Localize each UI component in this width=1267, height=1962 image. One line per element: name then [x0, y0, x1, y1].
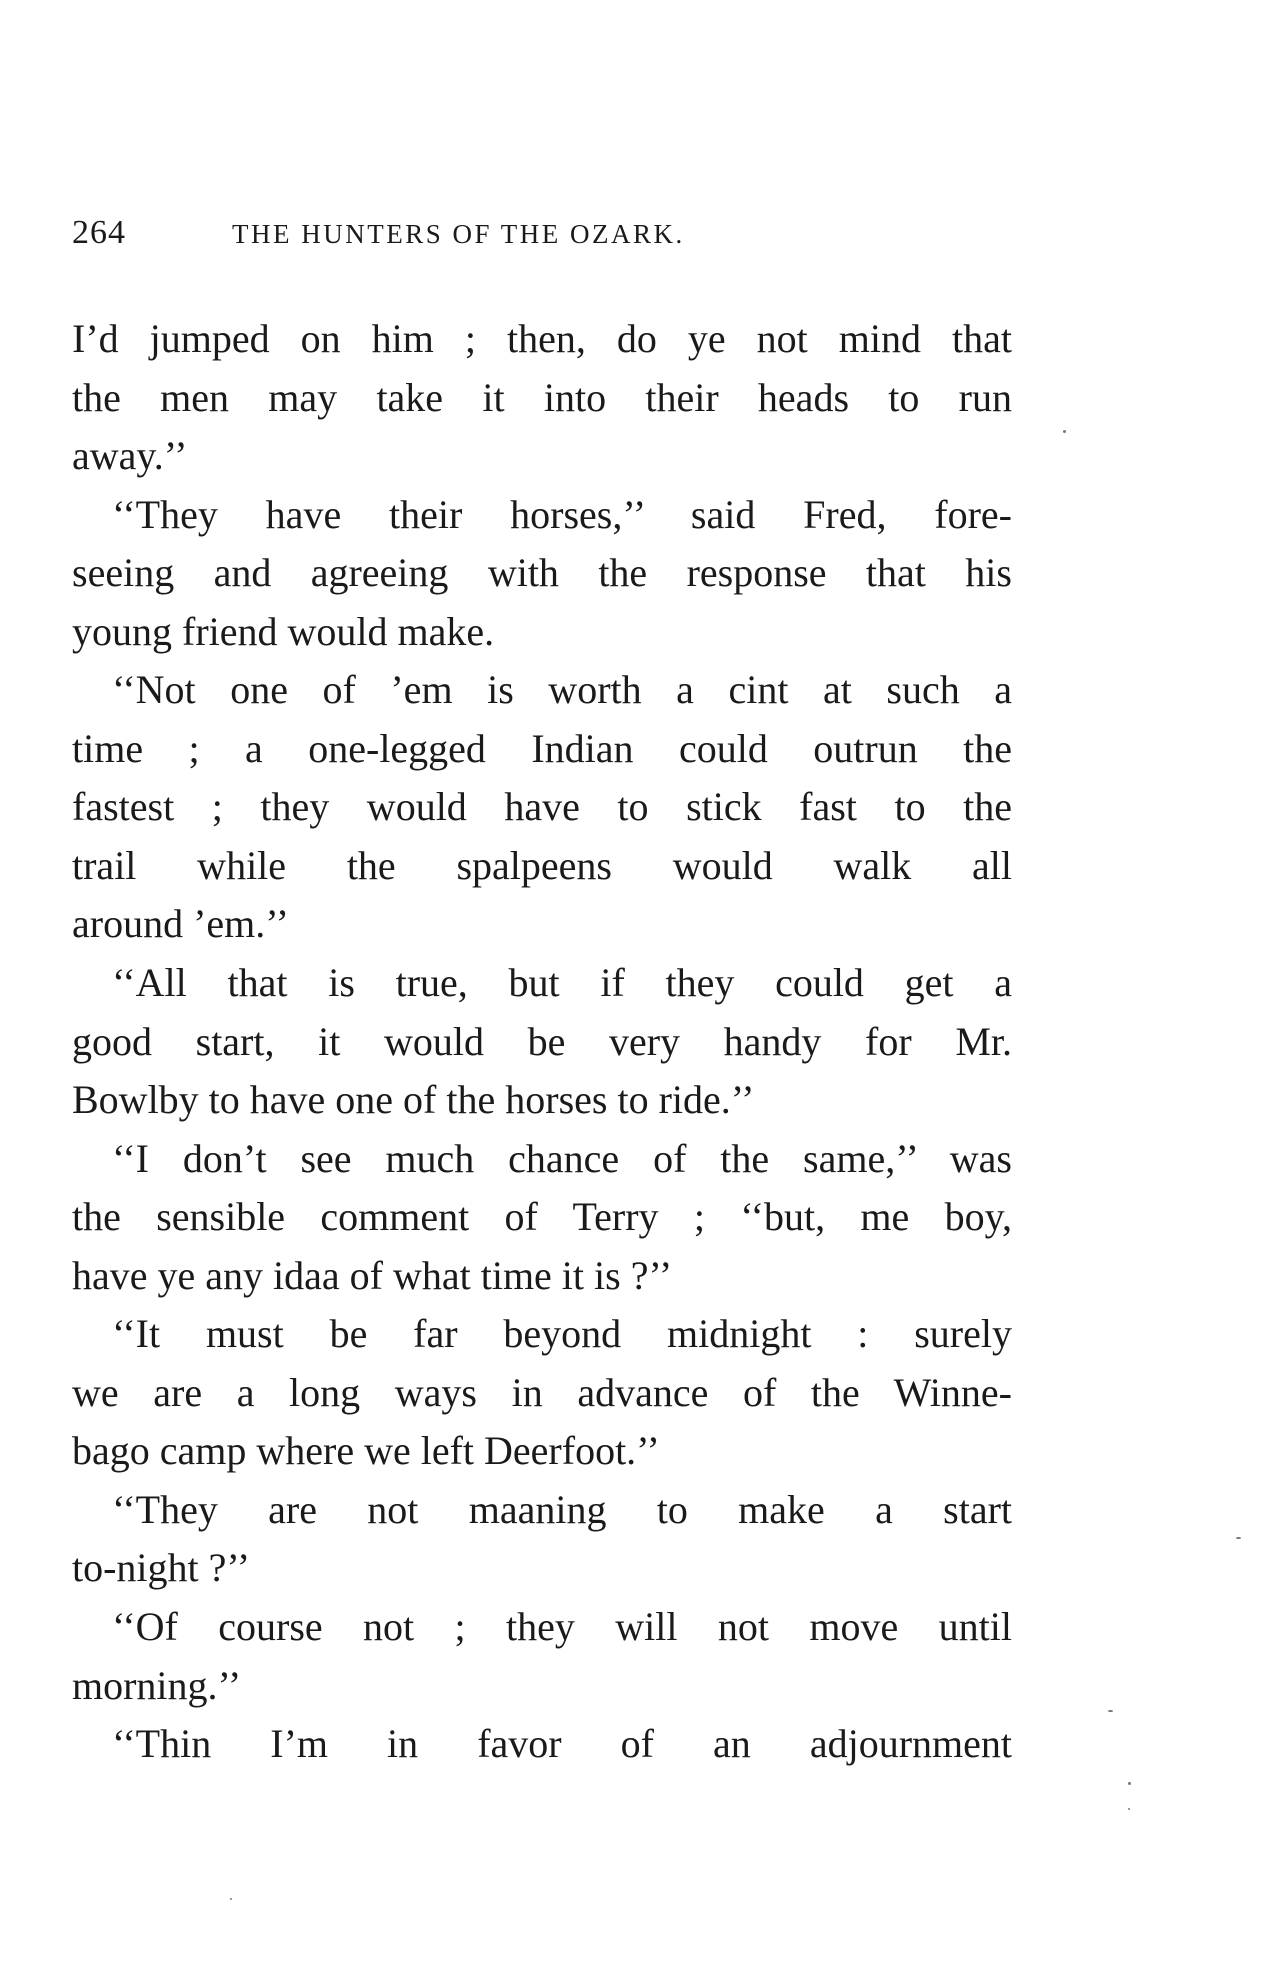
text-line: seeing and agreeing with the response that his [72, 550, 1012, 596]
text-line: the sensible comment of Terry ; ‘‘but, me boy, [72, 1194, 1012, 1240]
text-line: to-night ?’’ [72, 1545, 251, 1591]
paper-speck [1128, 1808, 1130, 1810]
text-line: young friend would make. [72, 608, 495, 654]
text-line: ‘‘Thin I’m in favor of an adjournment [112, 1721, 1012, 1767]
body-text [72, 310, 1012, 1774]
running-head: THE HUNTERS OF THE OZARK. [232, 219, 685, 249]
text-line: good start, it would be very handy for Mr. [72, 1018, 1012, 1064]
text-line: ‘‘I don’t see much chance of the same,’’ was [112, 1135, 1012, 1181]
text-line: morning.’’ [72, 1662, 242, 1708]
text-line: ‘‘They have their horses,’’ said Fred, fore- [112, 491, 1012, 537]
paper-speck [1063, 430, 1066, 433]
paper-speck [1236, 1537, 1241, 1539]
text-line: the men may take it into their heads to run [72, 374, 1012, 420]
text-line: bago camp where we left Deerfoot.’’ [72, 1428, 660, 1474]
text-line: Bowlby to have one of the horses to ride.’’ [72, 1077, 755, 1123]
text-line: ‘‘Of course not ; they will not move until [112, 1604, 1012, 1650]
text-line: trail while the spalpeens would walk all [72, 842, 1012, 888]
page-header [72, 208, 1012, 268]
text-line: have ye any idaa of what time it is ?’’ [72, 1252, 673, 1298]
text-line: around ’em.’’ [72, 901, 289, 947]
text-line: ‘‘They are not maaning to make a start [112, 1486, 1012, 1532]
text-line: I’d jumped on him ; then, do ye not mind that [72, 316, 1012, 361]
text-line: we are a long ways in advance of the Winne- [72, 1369, 1012, 1415]
paper-speck [1128, 1782, 1131, 1785]
text-line: ‘‘All that is true, but if they could get a [112, 960, 1012, 1006]
paper-speck [230, 1898, 232, 1900]
text-line: ‘‘Not one of ’em is worth a cint at such a [112, 667, 1012, 713]
paper-speck [1108, 1710, 1113, 1712]
text-line: time ; a one-legged Indian could outrun the [72, 725, 1012, 771]
text-line: away.’’ [72, 433, 188, 479]
text-line: fastest ; they would have to stick fast to the [72, 784, 1012, 830]
page-number: 264 [72, 214, 126, 251]
text-line: ‘‘It must be far beyond midnight : surely [112, 1311, 1012, 1357]
